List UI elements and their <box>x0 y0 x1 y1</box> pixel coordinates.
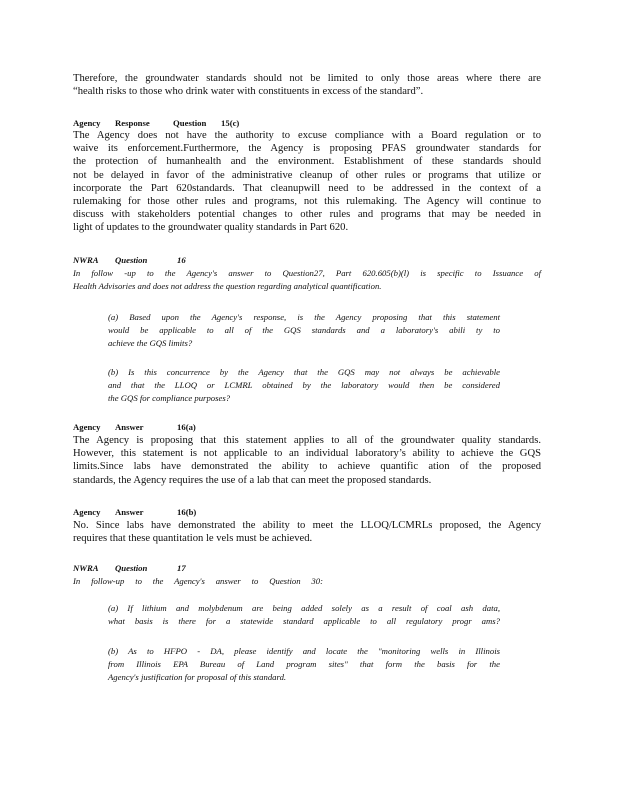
text-line: incorporate the Part 620standards. That cleanupwill need to be addressed in the context of a <box>73 182 541 194</box>
question-paragraph <box>73 575 323 588</box>
text-line: achieve the GQS limits? <box>108 337 193 348</box>
heading-number: 15(c) <box>221 118 240 128</box>
text-line: “health risks to those who drink water with constituents in excess of the standard”. <box>73 86 424 98</box>
text-line: requires that these quantitation le vels must be achieved. <box>73 533 313 545</box>
heading-label: Question <box>173 118 207 128</box>
heading-party: NWRA <box>73 255 99 265</box>
text-line: the GQS for compliance purposes? <box>108 392 231 403</box>
text-line: and that the LLOQ or LCMRL obtained by the laboratory would then be considered <box>108 379 500 390</box>
heading-type: Response <box>115 118 150 128</box>
text-line: (a) If lithium and molybdenum are being added solely as a result of coal ash data, <box>108 603 500 613</box>
text-line: In follow-up to the Agency's answer to Question 30: <box>73 576 323 586</box>
response-paragraph <box>73 129 541 235</box>
section-heading <box>73 507 541 518</box>
section-heading <box>73 255 541 266</box>
heading-party: Agency <box>73 118 101 128</box>
text-line: The Agency is proposing that this statement applies to all of the groundwater quality standards. <box>73 435 541 446</box>
text-line: would be applicable to all of the GQS standards and a laboratory's abili ty to <box>108 324 500 335</box>
text-line: The Agency does not have the authority to excuse compliance with a Board regulation or to <box>73 130 541 141</box>
heading-number: 16(b) <box>177 507 197 517</box>
heading-party: NWRA <box>73 563 99 573</box>
text-line: Agency's justification for proposal of this standard. <box>108 671 287 682</box>
text-line: waive its enforcement.Furthermore, the Agency is proposing PFAS groundwater standards for <box>73 143 541 155</box>
heading-number: 17 <box>177 563 186 573</box>
sub-question-a <box>108 602 500 628</box>
heading-number: 16 <box>177 255 186 265</box>
heading-label: Question <box>115 255 148 265</box>
sub-question-b <box>108 645 500 683</box>
answer-paragraph <box>73 434 541 487</box>
heading-party: Agency <box>73 507 101 517</box>
text-line: light of updates to the groundwater quality standards in Part 620. <box>73 222 349 234</box>
text-line: In follow -up to the Agency's answer to Question27, Part 620.605(b)(l) is specific to Issuance of <box>73 268 541 278</box>
text-line: No. Since labs have demonstrated the ability to meet the LLOQ/LCMRLs proposed, the Agency <box>73 520 541 531</box>
heading-party: Agency <box>73 422 101 432</box>
heading-label: Answer <box>115 422 144 432</box>
heading-label: Question <box>115 563 148 573</box>
text-line: (b) Is this concurrence by the Agency that the GQS may not always be achievable <box>108 367 500 377</box>
sub-question-b <box>108 366 500 404</box>
heading-label: Answer <box>115 507 144 517</box>
text-line: what basis is there for a statewide standard applicable to all regulatory progr ams? <box>108 615 500 626</box>
text-line: (a) Based upon the Agency's response, is the Agency proposing that this statement <box>108 312 500 322</box>
heading-number: 16(a) <box>177 422 196 432</box>
text-line: (b) As to HFPO - DA, please identify and locate the "monitoring wells in Illinois <box>108 646 500 656</box>
intro-paragraph <box>73 72 541 98</box>
text-line: from Illinois EPA Bureau of Land program sites" that form the basis for the <box>108 658 500 669</box>
section-heading <box>73 563 541 574</box>
text-line: Health Advisories and does not address the question regarding analytical quantification. <box>73 280 382 291</box>
section-heading <box>73 118 541 129</box>
text-line: However, this statement is not applicable to an individual laboratory’s ability to achieve the GQS <box>73 448 541 460</box>
text-line: limits.Since labs have demonstrated the ability to achieve quantific ation of the proposed <box>73 461 541 473</box>
sub-question-a <box>108 311 500 349</box>
text-line: discuss with stakeholders potential changes to other rules and programs that may be needed in <box>73 209 541 221</box>
section-heading <box>73 422 541 433</box>
text-line: the protection of humanhealth and the environment. Establishment of these standards should <box>73 156 541 168</box>
question-paragraph <box>73 267 541 293</box>
text-line: rulemaking for those other rules and programs, not this rulemaking. The Agency will continue to <box>73 196 541 208</box>
answer-paragraph <box>73 519 541 545</box>
text-line: standards, the Agency requires the use of a lab that can meet the proposed standards. <box>73 474 432 486</box>
text-line: not be delayed in favor of the administrative cleanup of other rules or programs that utilize or <box>73 169 541 181</box>
text-line: Therefore, the groundwater standards should not be limited to only those areas where there are <box>73 73 541 84</box>
